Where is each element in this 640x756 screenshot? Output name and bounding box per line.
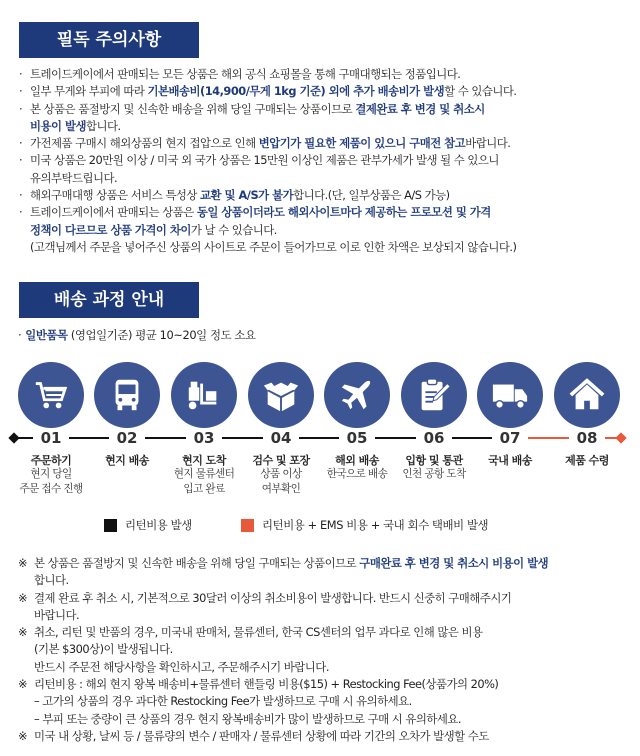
step-number: 01 (33, 428, 69, 448)
legend-red (241, 517, 488, 533)
step-description (238, 467, 324, 497)
footnote-item (18, 555, 634, 572)
footnote-text-segment: – 부피 또는 중량이 큰 상품의 경우 현지 왕복배송비가 많이 발생하므로 구매 시 유의하세요. (34, 711, 462, 726)
footnote-text-segment: 바랍니다. (34, 607, 80, 622)
step-description-line: 여부확인 (261, 483, 301, 495)
notice-text-segment: 가 날 수 있습니다. (190, 222, 277, 237)
notice-list (18, 66, 634, 256)
step-description-line: 현지 당일 (30, 468, 72, 480)
notice-text-segment: 합니다.(단, 일부상품은 A/S 가능) (293, 188, 450, 203)
notice-text-segment: 본 상품은 품절방지 및 신속한 배송을 위해 당일 구매되는 상품이므로 (30, 101, 356, 116)
footnote-text-segment: (기본 $300상)이 발생됩니다. (34, 642, 173, 657)
footnote-item (18, 572, 634, 589)
footnote-text-segment: 미국 내 상황, 날씨 등 / 물류량의 변수 / 판매자 / 물류센터 상황에 따라 기간의 오차가 발생할 수도 (34, 728, 489, 743)
footnote-item (18, 728, 634, 745)
step-number: 06 (416, 428, 452, 448)
step-description-line: 현지 물류센터 (173, 468, 235, 480)
shipping-section-header: 배송 과정 안내 (19, 282, 199, 318)
step-description (391, 467, 477, 482)
footnote-item (18, 590, 634, 607)
footnote-text-segment: 합니다. (34, 573, 69, 588)
step-number: 04 (263, 428, 299, 448)
shipping-duration-text: (영업일기준) 평균 10~20일 정도 소요 (67, 328, 256, 342)
legend-black-label: 리턴비용 발생 (125, 518, 192, 532)
footnote-text-segment: 본 상품은 품절방지 및 신속한 배송을 위해 당일 구매되는 상품이므로 (34, 556, 360, 570)
shipping-duration-note: · 일반품목 (영업일기준) 평균 10~20일 정도 소요 (18, 328, 256, 342)
step-number: 02 (109, 428, 145, 448)
step-name: 국내 배송 (488, 454, 532, 467)
step-circle (477, 362, 543, 428)
step-circle (94, 362, 160, 428)
notice-item (18, 187, 634, 204)
step-circle (171, 362, 237, 428)
notice-item (18, 239, 634, 256)
step-name: 검수 및 포장 (252, 454, 310, 467)
notice-item (18, 204, 634, 221)
step-name: 해외 배송 (335, 454, 379, 467)
notice-item (18, 83, 634, 100)
shipping-category-label: 일반품목 (25, 328, 68, 342)
footnote-list (18, 555, 634, 745)
notice-text-segment: 트레이드케이에서 판매되는 상품은 (30, 205, 197, 220)
notice-item (18, 135, 634, 152)
step-circle (248, 362, 314, 428)
notice-text-segment: 정책이 다르므로 상품 가격이 차이 (30, 222, 191, 237)
notice-item (18, 118, 634, 135)
notice-text-segment: 합니다. (85, 118, 121, 133)
footnote-text-segment: 구매완료 후 변경 및 취소시 비용이 발생 (359, 556, 549, 570)
notice-text-segment: 결제완료 후 변경 및 취소시 (355, 101, 485, 116)
notice-item (18, 101, 634, 118)
legend-black (104, 517, 192, 533)
notice-text-segment: 가전제품 구매시 해외상품의 현지 접압으로 인해 (30, 136, 259, 151)
footnote-text-segment: 리턴비용 : 해외 현지 왕복 배송비+물류센터 핸들링 비용($15) + Restocking Fee(상품가의 20%) (34, 677, 499, 692)
step-description-line: 입고 완료 (183, 483, 225, 495)
footnote-text-segment: 결제 완료 후 취소 시, 기본적으로 30달러 이상의 취소비용이 발생합니다. 반드시 신중히 구매해주시기 (34, 590, 512, 605)
footnote-text-segment: – 고가의 상품의 경우 과다한 Restocking Fee가 발생하므로 구매 시 유의하세요. (34, 694, 412, 709)
step-circle (324, 362, 390, 428)
notice-item (18, 170, 634, 187)
step-circle (18, 362, 84, 428)
step-name: 주문하기 (30, 454, 72, 467)
bus-icon (108, 376, 146, 414)
footnote-item (18, 711, 634, 728)
cart-icon (32, 376, 70, 414)
notice-text-segment: 바랍니다. (465, 136, 511, 151)
notice-text-segment: 기본배송비(14,900/무게 1kg 기준) 외에 추가 배송비가 발생 (147, 84, 445, 99)
notice-item (18, 222, 634, 239)
notice-text-segment: 동일 상품이더라도 해외사이트마다 제공하는 프로모션 및 가격 (196, 205, 491, 220)
step-number: 05 (339, 428, 375, 448)
step-description (314, 467, 400, 482)
step-number: 08 (569, 428, 605, 448)
notice-text-segment: 미국 상품은 20만원 이상 / 미국 외 국가 상품은 15만원 이상인 제품은 관부가세가 발생 될 수 있으니 (30, 153, 499, 168)
footnote-item (18, 693, 634, 710)
timeline-start-diamond (8, 432, 19, 443)
step-description (8, 467, 94, 497)
step-description-line: 주문 접수 진행 (19, 483, 83, 495)
forklift-icon (185, 376, 223, 414)
step-description-line: 상품 이상 (260, 468, 302, 480)
box-icon (262, 376, 300, 414)
notice-text-segment: 트레이드케이에서 판매되는 모든 상품은 해외 공식 쇼핑몰을 통해 구매대행되는 정품입니다. (30, 67, 461, 81)
footnote-item (18, 641, 634, 658)
footnote-item (18, 676, 634, 693)
step-number: 07 (492, 428, 528, 448)
step-description (161, 467, 247, 497)
step-description-line: 한국으로 배송 (326, 468, 388, 480)
notice-text-segment: 유의부탁드립니다. (30, 170, 118, 185)
footnote-item (18, 607, 634, 624)
step-description-line: 인천 공항 도착 (402, 468, 466, 480)
notice-text-segment: 할 수 있습니다. (444, 84, 517, 99)
step-name: 제품 수령 (565, 454, 609, 467)
notice-text-segment: 비용이 발생 (30, 118, 86, 133)
step-name: 현지 도착 (182, 454, 226, 467)
notice-item (18, 66, 634, 83)
notice-text-segment: (고객님께서 주문을 넣어주신 상품의 사이트로 주문이 들어가므로 이로 인한 차액은 보상되지 않습니다.) (30, 239, 517, 254)
notice-item (18, 152, 634, 169)
legend-red-label: 리턴비용 + EMS 비용 + 국내 회수 택배비 발생 (262, 518, 489, 532)
notice-section-header: 필독 주의사항 (19, 22, 199, 58)
legend-red-swatch (241, 519, 254, 532)
step-number: 03 (186, 428, 222, 448)
footnote-item (18, 624, 634, 641)
footnote-item (18, 659, 634, 676)
footnote-text-segment: 취소, 리턴 및 반품의 경우, 미국내 판매처, 물류센터, 한국 CS센터의 업무 과다로 인해 많은 비용 (34, 625, 483, 640)
step-name: 입항 및 통관 (405, 454, 463, 467)
notice-text-segment: 교환 및 A/S가 불가 (200, 188, 294, 203)
notice-text-segment: 일부 무게와 부피에 따라 (30, 84, 148, 99)
legend-black-swatch (104, 519, 117, 532)
notice-text-segment: 해외구매대행 상품은 서비스 특성상 (30, 188, 201, 203)
step-circle (401, 362, 467, 428)
step-name: 현지 배송 (105, 454, 149, 467)
clipboard-icon (415, 376, 453, 414)
timeline-end-diamond (615, 432, 626, 443)
step-circle (554, 362, 620, 428)
notice-text-segment: 변압기가 필요한 제품이 있으니 구매전 참고 (258, 136, 466, 151)
footnote-text-segment: 반드시 주문전 해당사항을 확인하시고, 주문해주시기 바랍니다. (34, 659, 329, 674)
truck-icon (491, 376, 529, 414)
home-icon (568, 376, 606, 414)
airplane-icon (338, 376, 376, 414)
